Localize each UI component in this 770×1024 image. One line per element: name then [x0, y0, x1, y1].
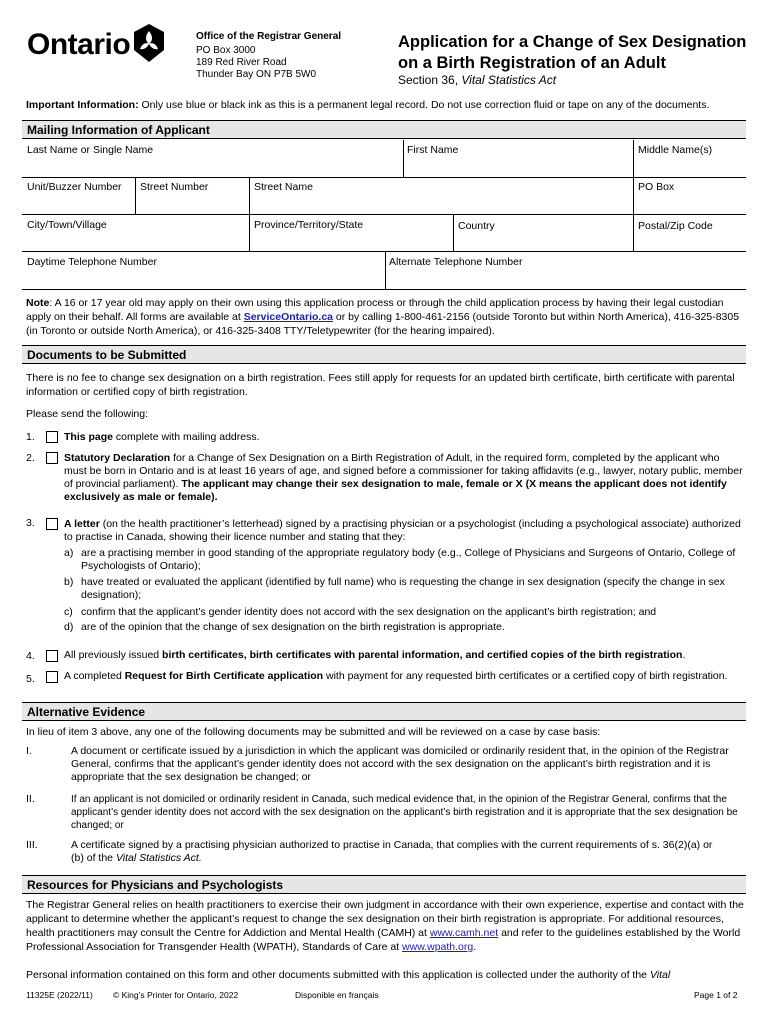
divider	[22, 251, 746, 252]
item-number: 5.	[26, 673, 35, 685]
sub-item-letter: b)	[64, 576, 74, 588]
sub-item-text: confirm that the applicant’s gender identity does not accord with the sex designation on the applicant’s birth registration; and	[81, 606, 657, 618]
section-reference: Section 36, Vital Statistics Act	[398, 73, 557, 87]
unit-number-field[interactable]: Unit/Buzzer Number	[27, 181, 122, 193]
sub-item-text: are a practising member in good standing of the appropriate regulatory body (e.g., College of Physicians and Surgeons of Ontario, College of Psychologists of Ontario);	[81, 547, 736, 572]
item-3-checkbox[interactable]	[46, 518, 58, 530]
sub-item-text: are of the opinion that the change of sex designation on the birth registration is appropriate.	[81, 621, 505, 633]
first-name-field[interactable]: First Name	[407, 144, 459, 156]
note-paragraph: Note: A 16 or 17 year old may apply on their own using this application process or through the child application process by having their legal custodian apply on their behalf. All forms are available at ServiceOntario.ca or by calling 1-800-461-2156 (outside Toronto but within North America), 416-325-8305 (in Toronto or outside North America), or 416-325-3408 TTY/Teletypewriter (for the hearing impaired).	[26, 297, 740, 337]
divider	[135, 177, 136, 214]
street-number-field[interactable]: Street Number	[140, 181, 209, 193]
alt-item-text: A document or certificate issued by a jurisdiction in which the applicant was domiciled or ordinarily resident that, in the opinion of the Registrar General, confirms that the applicant’s gender identity does not accord with the sex designation on the applicant’s birth registration and it is appropriate that the sex designation be changed; or	[71, 745, 729, 783]
province-field[interactable]: Province/Territory/State	[254, 219, 364, 231]
resources-section-heading: Resources for Physicians and Psychologists	[22, 875, 746, 894]
alt-item-number: I.	[26, 745, 32, 757]
item-1-checkbox[interactable]	[46, 431, 58, 443]
act-name: Vital Statistics Act	[461, 73, 557, 87]
ontario-logo-text: Ontario	[27, 28, 131, 61]
alt-item-number: III.	[26, 839, 38, 851]
divider	[403, 140, 404, 177]
daytime-phone-field[interactable]: Daytime Telephone Number	[27, 256, 157, 268]
item-3-text: A letter (on the health practitioner’s letterhead) signed by a practising physician or a psychologist (including a psychological associate) authorized to practise in Canada, showing their licence number and stating that they:	[64, 518, 741, 543]
last-name-field[interactable]: Last Name or Single Name	[27, 144, 154, 156]
divider	[453, 214, 454, 251]
address-line: 189 Red River Road	[196, 57, 287, 68]
office-title: Office of the Registrar General	[196, 31, 342, 42]
personal-information-notice: Personal information contained on this form and other documents submitted with this application is collected under the authority of the Vital	[26, 969, 671, 981]
item-number: 4.	[26, 650, 35, 662]
item-4-text: All previously issued birth certificates, birth certificates with parental information, and certified copies of the birth registration.	[64, 649, 686, 661]
title-line: on a Birth Registration of an Adult	[398, 54, 666, 72]
address-line: Thunder Bay ON P7B 5W0	[196, 69, 317, 80]
camh-link[interactable]: www.camh.net	[429, 927, 499, 939]
title-line: Application for a Change of Sex Designation	[398, 33, 747, 51]
wpath-link[interactable]: www.wpath.org	[402, 941, 474, 953]
sub-item-letter: d)	[64, 621, 74, 633]
middle-names-field[interactable]: Middle Name(s)	[638, 144, 713, 156]
item-1-text: This page complete with mailing address.	[64, 431, 260, 443]
item-5-checkbox[interactable]	[46, 671, 58, 683]
city-field[interactable]: City/Town/Village	[27, 219, 107, 231]
sub-item-text: have treated or evaluated the applicant (identified by full name) who is requesting the change in sex designation (specify the change in sex designation);	[81, 576, 725, 601]
french-availability: Disponible en français	[295, 990, 379, 1000]
po-box-field[interactable]: PO Box	[638, 181, 675, 193]
sub-item-letter: c)	[64, 606, 73, 618]
alternative-section-heading: Alternative Evidence	[22, 702, 746, 721]
copyright: © King’s Printer for Ontario, 2022	[113, 990, 239, 1000]
documents-intro: There is no fee to change sex designation on a birth registration. Fees still apply for requests for an updated birth certificate, birth certificate with parental information or certified copy of birth registration.	[26, 372, 735, 398]
alternative-intro: In lieu of item 3 above, any one of the following documents may be submitted and will be reviewed on a case by case basis:	[26, 726, 601, 738]
item-2-checkbox[interactable]	[46, 452, 58, 464]
documents-section-heading: Documents to be Submitted	[22, 345, 746, 364]
office-address	[196, 31, 341, 81]
street-name-field[interactable]: Street Name	[254, 181, 313, 193]
divider	[249, 177, 250, 251]
alternate-phone-field[interactable]: Alternate Telephone Number	[389, 256, 523, 268]
alt-item-text: A certificate signed by a practising physician authorized to practise in Canada, that complies with the current requirements of s. 36(2)(a) or (b) of the Vital Statistics Act.	[71, 839, 713, 864]
item-4-checkbox[interactable]	[46, 650, 58, 662]
item-number: 1.	[26, 431, 35, 443]
address-line: PO Box 3000	[196, 45, 256, 56]
please-send: Please send the following:	[26, 408, 148, 420]
divider	[22, 214, 746, 215]
page-number: Page 1 of 2	[694, 990, 738, 1000]
item-number: 3.	[26, 517, 35, 529]
postal-code-field[interactable]: Postal/Zip Code	[638, 220, 713, 232]
item-2-text: Statutory Declaration for a Change of Sex Designation on a Birth Registration of Adult, in the required form, completed by the applicant who must be born in Ontario and is at least 16 years of age, and signed before a commissioner for taking affidavits (e.g., lawyer, notary public, member of provincial parliament). The applicant may change their sex designation to male, female or X (X means the applicant does not identify exclusively as male or female).	[64, 452, 743, 503]
serviceontario-link[interactable]: ServiceOntario.ca	[243, 311, 334, 323]
divider	[22, 289, 746, 290]
form-title	[398, 32, 746, 74]
sub-item-letter: a)	[64, 547, 74, 559]
country-field[interactable]: Country	[458, 220, 495, 232]
important-information: Important Information: Only use blue or black ink as this is a permanent legal record. Do not use correction fluid or tape on any of the documents.	[26, 99, 710, 111]
resources-paragraph: The Registrar General relies on health practitioners to exercise their own judgment in accordance with their own experience, expertise and contact with the applicant to determine whether the applicant’s request to change the sex designation on their birth registration is appropriate. For additional resources, health practitioners may consult the Centre for Addiction and Mental Health (CAMH) at www.camh.net and refer to the guidelines established by the World Professional Association for Transgender Health (WPATH), Standards of Care at www.wpath.org.	[26, 899, 744, 953]
divider	[22, 177, 746, 178]
mailing-section-heading: Mailing Information of Applicant	[22, 120, 746, 139]
alt-item-text: If an applicant is not domiciled or ordinarily resident in Canada, such medical evidence that, in the opinion of the Registrar General, confirms that the applicant’s gender identity does not accord with the sex designation on the applicant’s birth registration and it is appropriate that the sex designation be changed; or	[71, 794, 738, 831]
divider	[633, 140, 634, 251]
alt-item-number: II.	[26, 793, 35, 805]
divider	[385, 251, 386, 289]
form-number: 11325E (2022/11)	[26, 990, 93, 1000]
trillium-logo-icon	[130, 22, 168, 64]
item-5-text: A completed Request for Birth Certificate application with payment for any requested birth certificates or a certified copy of birth registration.	[64, 670, 728, 682]
item-number: 2.	[26, 452, 35, 464]
